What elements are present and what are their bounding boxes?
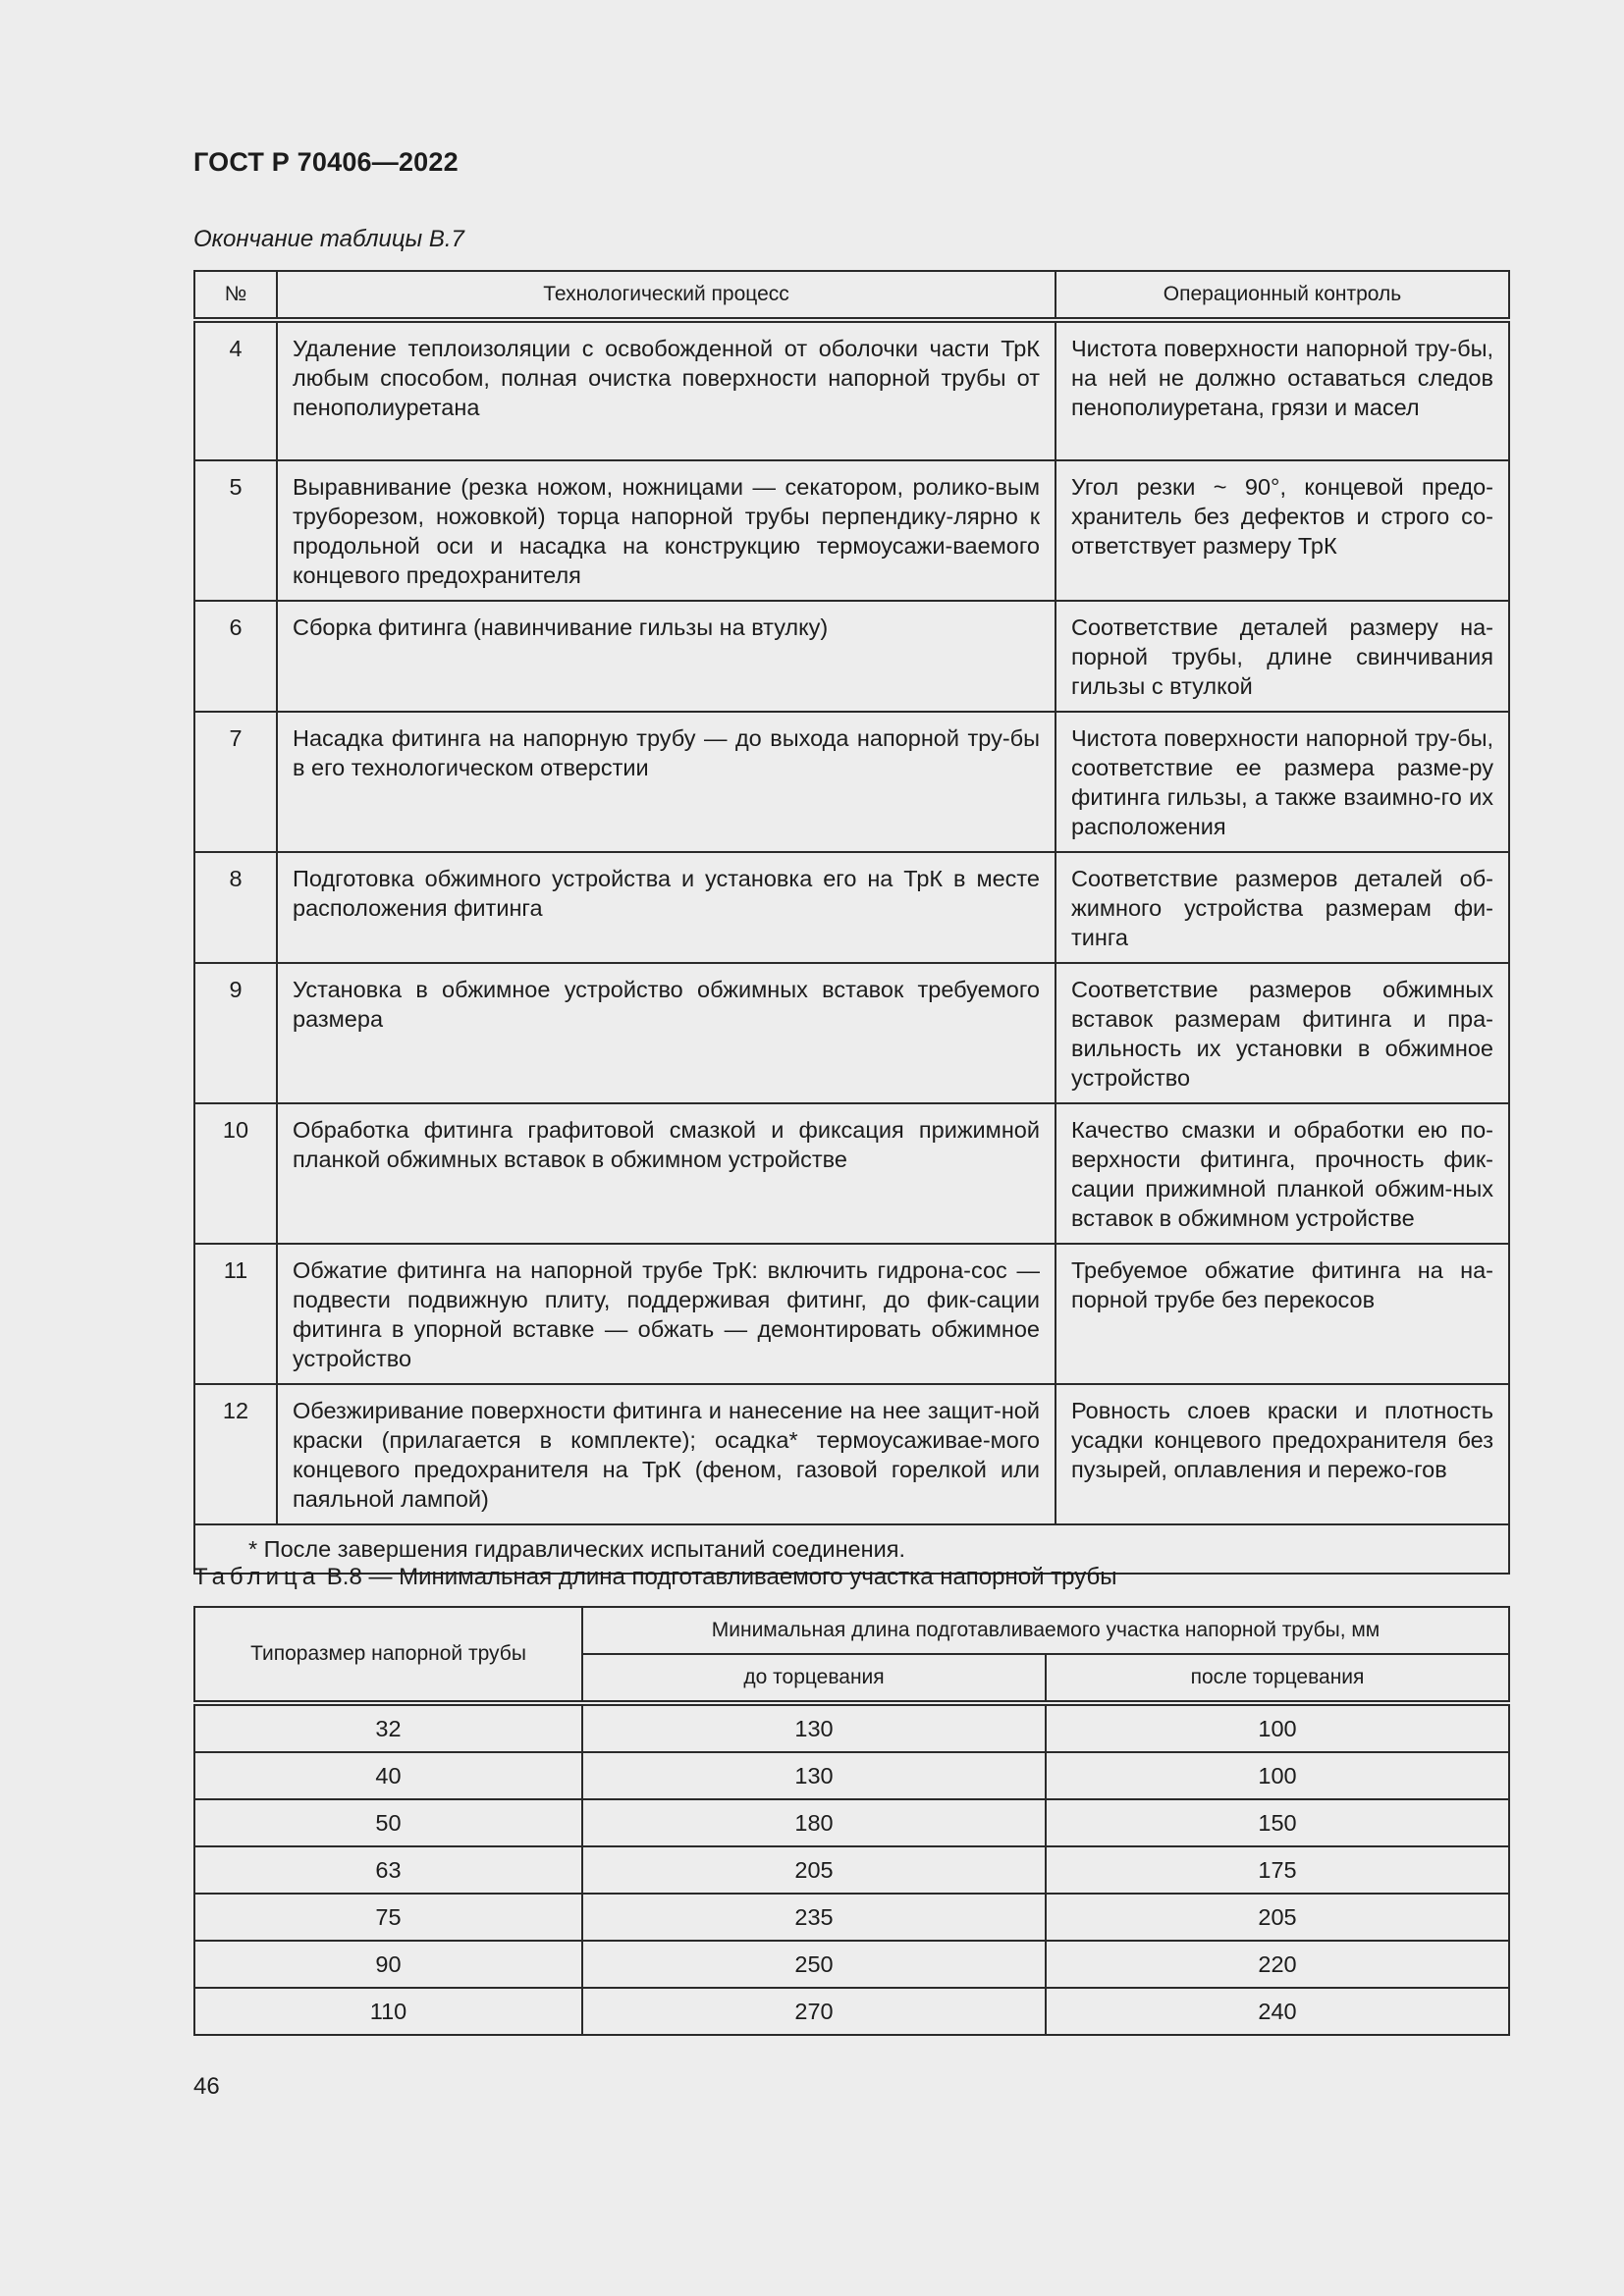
process-cell: Обработка фитинга графитовой смазкой и фиксация прижимной планкой обжимных вставок в обжимном устройстве	[277, 1103, 1056, 1244]
row-number: 8	[194, 852, 277, 963]
row-number: 12	[194, 1384, 277, 1524]
control-cell: Соответствие размеров обжимных вставок размерам фитинга и пра-вильность их установки в обжимное устройство	[1056, 963, 1509, 1103]
table-b7-col-process: Технологический процесс	[277, 271, 1056, 320]
after-cell: 220	[1046, 1941, 1509, 1988]
size-cell: 75	[194, 1894, 582, 1941]
row-number: 6	[194, 601, 277, 712]
table-b8-col-before: до торцевания	[582, 1654, 1046, 1703]
table-b8-caption	[193, 1564, 1117, 1591]
table-b8-caption-title: В.8 — Минимальная длина подготавливаемого участка напорной трубы	[326, 1564, 1117, 1590]
table-row	[194, 460, 1509, 601]
control-cell: Чистота поверхности напорной тру-бы, на ней не должно оставаться следов пенополиуретана, грязи и масел	[1056, 320, 1509, 460]
process-cell: Сборка фитинга (навинчивание гильзы на втулку)	[277, 601, 1056, 712]
after-cell: 100	[1046, 1752, 1509, 1799]
row-number: 11	[194, 1244, 277, 1384]
table-row	[194, 1799, 1509, 1846]
before-cell: 130	[582, 1752, 1046, 1799]
table-row	[194, 1384, 1509, 1524]
control-cell: Качество смазки и обработки ею по-верхности фитинга, прочность фик-сации прижимной планкой обжим-ных вставок в обжимном устройстве	[1056, 1103, 1509, 1244]
table-b7-header-row	[194, 271, 1509, 320]
process-cell: Подготовка обжимного устройства и установка его на ТрК в месте расположения фитинга	[277, 852, 1056, 963]
process-cell: Насадка фитинга на напорную трубу — до выхода напорной тру-бы в его технологическом отверстии	[277, 712, 1056, 852]
control-cell: Ровность слоев краски и плотность усадки концевого предохранителя без пузырей, оплавления и пережо-гов	[1056, 1384, 1509, 1524]
process-cell: Обжатие фитинга на напорной трубе ТрК: включить гидрона-сос — подвести подвижную плиту, поддерживая фитинг, до фик-сации фитинга в упорной вставке — обжать — демонтировать обжимное устройство	[277, 1244, 1056, 1384]
process-cell: Обезжиривание поверхности фитинга и нанесение на нее защит-ной краски (прилагается в комплекте); осадка* термоусаживае-мого концевого предохранителя на ТрК (феном, газовой горелкой или паяльной лампой)	[277, 1384, 1056, 1524]
before-cell: 250	[582, 1941, 1046, 1988]
process-cell: Выравнивание (резка ножом, ножницами — секатором, ролико-вым труборезом, ножовкой) торца напорной трубы перпендику-лярно к продольной оси и насадка на конструкцию термоусажи-ваемого концевого предохранителя	[277, 460, 1056, 601]
before-cell: 235	[582, 1894, 1046, 1941]
size-cell: 110	[194, 1988, 582, 2035]
table-row	[194, 1988, 1509, 2035]
after-cell: 150	[1046, 1799, 1509, 1846]
table-b7-caption: Окончание таблицы В.7	[193, 226, 464, 252]
control-cell: Чистота поверхности напорной тру-бы, соответствие ее размера разме-ру фитинга гильзы, а также взаимно-го их расположения	[1056, 712, 1509, 852]
table-b8-caption-prefix: Таблица	[193, 1564, 321, 1590]
table-b7-col-control: Операционный контроль	[1056, 271, 1509, 320]
table-row	[194, 1846, 1509, 1894]
table-b8-col-group: Минимальная длина подготавливаемого участка напорной трубы, мм	[582, 1607, 1509, 1654]
after-cell: 205	[1046, 1894, 1509, 1941]
row-number: 10	[194, 1103, 277, 1244]
table-row	[194, 1103, 1509, 1244]
size-cell: 50	[194, 1799, 582, 1846]
row-number: 7	[194, 712, 277, 852]
table-b8-header-row-1	[194, 1607, 1509, 1654]
document-title: ГОСТ Р 70406—2022	[193, 147, 459, 177]
table-row	[194, 712, 1509, 852]
control-cell: Соответствие размеров деталей об-жимного устройства размерам фи-тинга	[1056, 852, 1509, 963]
table-b7-col-num: №	[194, 271, 277, 320]
size-cell: 40	[194, 1752, 582, 1799]
row-number: 4	[194, 320, 277, 460]
table-row	[194, 1703, 1509, 1752]
table-row	[194, 1244, 1509, 1384]
table-b8-col-size: Типоразмер напорной трубы	[194, 1607, 582, 1703]
row-number: 5	[194, 460, 277, 601]
process-cell: Установка в обжимное устройство обжимных вставок требуемого размера	[277, 963, 1056, 1103]
size-cell: 63	[194, 1846, 582, 1894]
table-b7	[193, 270, 1510, 1575]
page-number: 46	[193, 2073, 220, 2100]
process-cell: Удаление теплоизоляции с освобожденной от оболочки части ТрК любым способом, полная очистка поверхности напорной трубы от пенополиуретана	[277, 320, 1056, 460]
control-cell: Угол резки ~ 90°, концевой предо-хранитель без дефектов и строго со-ответствует размеру ТрК	[1056, 460, 1509, 601]
table-b8-col-after: после торцевания	[1046, 1654, 1509, 1703]
table-row	[194, 601, 1509, 712]
after-cell: 240	[1046, 1988, 1509, 2035]
before-cell: 205	[582, 1846, 1046, 1894]
table-b8	[193, 1606, 1510, 2036]
table-row	[194, 320, 1509, 460]
before-cell: 270	[582, 1988, 1046, 2035]
before-cell: 130	[582, 1703, 1046, 1752]
table-b7-footnote: * После завершения гидравлических испытаний соединения.	[194, 1524, 1509, 1574]
table-row	[194, 1894, 1509, 1941]
table-row	[194, 1752, 1509, 1799]
after-cell: 100	[1046, 1703, 1509, 1752]
row-number: 9	[194, 963, 277, 1103]
table-row	[194, 963, 1509, 1103]
before-cell: 180	[582, 1799, 1046, 1846]
table-row	[194, 1941, 1509, 1988]
size-cell: 32	[194, 1703, 582, 1752]
table-row	[194, 852, 1509, 963]
control-cell: Требуемое обжатие фитинга на на-порной трубе без перекосов	[1056, 1244, 1509, 1384]
size-cell: 90	[194, 1941, 582, 1988]
after-cell: 175	[1046, 1846, 1509, 1894]
control-cell: Соответствие деталей размеру на-порной трубы, длине свинчивания гильзы с втулкой	[1056, 601, 1509, 712]
